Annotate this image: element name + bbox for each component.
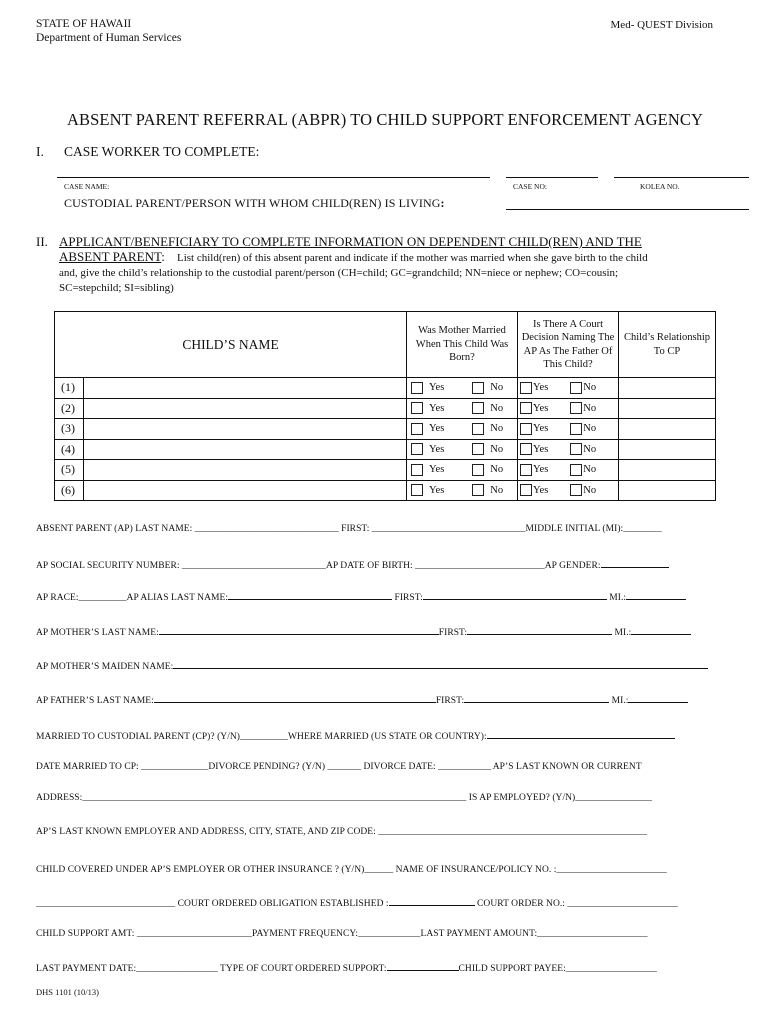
yes-label: Yes — [429, 464, 445, 476]
custodial-parent-field[interactable] — [506, 209, 749, 210]
last-payment-row[interactable]: LAST PAYMENT DATE:_________________ TYPE OF COURT ORDERED SUPPORT: CHILD SUPPORT PAYEE:___________________ — [36, 961, 657, 974]
court-decision-yes-checkbox[interactable] — [520, 464, 532, 476]
custodial-parent-label: CUSTODIAL PARENT/PERSON WITH WHOM CHILD(REN) IS LIVING: — [64, 196, 445, 210]
yes-label: Yes — [533, 423, 549, 435]
child-row — [55, 460, 716, 481]
col-court-decision: Is There A Court Decision Naming The AP As The Father Of This Child? — [518, 312, 619, 378]
yes-label: Yes — [533, 464, 549, 476]
court-decision-yes-checkbox[interactable] — [520, 423, 532, 435]
mother-married-yes-checkbox[interactable] — [411, 382, 423, 394]
child-row-number: (5) — [55, 460, 84, 481]
no-label: No — [490, 443, 504, 455]
court-decision-yes-checkbox[interactable] — [520, 402, 532, 414]
court-decision-cell — [518, 460, 619, 481]
ap-father-last-row[interactable]: AP FATHER’S LAST NAME: FIRST: MI.: — [36, 693, 688, 706]
no-label: No — [490, 423, 504, 435]
mother-married-yes-checkbox[interactable] — [411, 402, 423, 414]
court-decision-no-checkbox[interactable] — [570, 423, 582, 435]
col-mother-married: Was Mother Married When This Child Was Born? — [407, 312, 518, 378]
relationship-cell[interactable] — [619, 419, 716, 440]
court-decision-no-checkbox[interactable] — [570, 464, 582, 476]
mother-married-yes-checkbox[interactable] — [411, 464, 423, 476]
relationship-cell[interactable] — [619, 480, 716, 501]
child-row-number: (4) — [55, 439, 84, 460]
employer-row[interactable]: AP’S LAST KNOWN EMPLOYER AND ADDRESS, CITY, STATE, AND ZIP CODE: ________________________________________________________ — [36, 827, 648, 837]
court-decision-yes-checkbox[interactable] — [520, 382, 532, 394]
date-married-row[interactable]: DATE MARRIED TO CP: ______________DIVORCE PENDING? (Y/N) _______ DIVORCE DATE: ___________ AP’S LAST KNOWN OR CURRENT — [36, 762, 642, 772]
court-decision-yes-checkbox[interactable] — [520, 484, 532, 496]
mother-married-cell — [407, 439, 518, 460]
mother-married-no-checkbox[interactable] — [472, 423, 484, 435]
insurance-row[interactable]: CHILD COVERED UNDER AP’S EMPLOYER OR OTHER INSURANCE ? (Y/N)______ NAME OF INSURANCE/POLICY NO. :_______________________ — [36, 865, 667, 875]
section2-instructions: List child(ren) of this absent parent and indicate if the mother was married when she gave birth to the child and, give the child’s relationship to the custodial parent/person (CH=child; GC=grandchild; NN=niece or nephew; CO=cousin; SC=stepchild; SI=sibling) — [59, 252, 648, 294]
mother-married-cell — [407, 378, 518, 399]
ap-ssn-row[interactable]: AP SOCIAL SECURITY NUMBER: ______________________________AP DATE OF BIRTH: ___________________________AP GENDER: — [36, 558, 669, 571]
child-name-cell[interactable] — [84, 460, 407, 481]
court-decision-no-checkbox[interactable] — [570, 443, 582, 455]
form-number: DHS 1101 (10/13) — [36, 987, 99, 997]
no-label: No — [583, 443, 597, 455]
child-name-cell[interactable] — [84, 378, 407, 399]
mother-married-no-checkbox[interactable] — [472, 484, 484, 496]
col-relationship: Child’s Relationship To CP — [619, 312, 716, 378]
case-name-label: CASE NAME: — [64, 182, 110, 191]
mother-married-no-checkbox[interactable] — [472, 443, 484, 455]
child-row-number: (2) — [55, 398, 84, 419]
court-decision-cell — [518, 480, 619, 501]
mother-married-cell — [407, 419, 518, 440]
married-cp-row[interactable]: MARRIED TO CUSTODIAL PARENT (CP)? (Y/N)__________WHERE MARRIED (US STATE OR COUNTRY): — [36, 729, 675, 742]
child-row — [55, 480, 716, 501]
no-label: No — [490, 382, 504, 394]
court-decision-cell — [518, 439, 619, 460]
court-decision-no-checkbox[interactable] — [570, 402, 582, 414]
yes-label: Yes — [533, 382, 549, 394]
mother-married-yes-checkbox[interactable] — [411, 423, 423, 435]
mother-married-no-checkbox[interactable] — [472, 382, 484, 394]
court-decision-no-checkbox[interactable] — [570, 382, 582, 394]
yes-label: Yes — [429, 382, 445, 394]
mother-married-yes-checkbox[interactable] — [411, 484, 423, 496]
yes-label: Yes — [533, 443, 549, 455]
mother-married-no-checkbox[interactable] — [472, 402, 484, 414]
child-row-number: (6) — [55, 480, 84, 501]
yes-label: Yes — [533, 484, 549, 496]
relationship-cell[interactable] — [619, 439, 716, 460]
child-name-cell[interactable] — [84, 439, 407, 460]
ap-mother-maiden-row[interactable]: AP MOTHER’S MAIDEN NAME: — [36, 659, 708, 672]
child-row — [55, 419, 716, 440]
court-decision-yes-checkbox[interactable] — [520, 443, 532, 455]
yes-label: Yes — [429, 402, 445, 414]
ap-race-row[interactable]: AP RACE:__________AP ALIAS LAST NAME: FIRST: MI.: — [36, 590, 686, 603]
col-child-name: CHILD’S NAME — [55, 312, 407, 378]
ap-last-name-row[interactable]: ABSENT PARENT (AP) LAST NAME: ______________________________ FIRST: ________________________________MIDDLE INITIAL (MI):________ — [36, 524, 662, 534]
address-row[interactable]: ADDRESS:________________________________________________________________________________ IS AP EMPLOYED? (Y/N)________________ — [36, 793, 653, 803]
court-decision-no-checkbox[interactable] — [570, 484, 582, 496]
no-label: No — [490, 402, 504, 414]
case-name-field[interactable] — [57, 177, 490, 178]
kolea-no-field[interactable] — [614, 177, 749, 178]
yes-label: Yes — [429, 484, 445, 496]
section1-heading: I. CASE WORKER TO COMPLETE: — [36, 144, 260, 159]
no-label: No — [583, 423, 597, 435]
department-name: Department of Human Services — [36, 32, 182, 44]
case-no-label: CASE NO: — [513, 182, 547, 191]
mother-married-no-checkbox[interactable] — [472, 464, 484, 476]
section2-heading: II. APPLICANT/BENEFICIARY TO COMPLETE INFORMATION ON DEPENDENT CHILD(REN) AND THE ABSENT PARENT: — [36, 234, 642, 264]
child-row — [55, 439, 716, 460]
child-row-number: (1) — [55, 378, 84, 399]
child-row-number: (3) — [55, 419, 84, 440]
child-row — [55, 378, 716, 399]
court-decision-cell — [518, 398, 619, 419]
no-label: No — [583, 382, 597, 394]
ap-mother-last-row[interactable]: AP MOTHER’S LAST NAME: FIRST: MI.: — [36, 625, 691, 638]
no-label: No — [583, 402, 597, 414]
child-row — [55, 398, 716, 419]
mother-married-yes-checkbox[interactable] — [411, 443, 423, 455]
no-label: No — [583, 484, 597, 496]
no-label: No — [583, 464, 597, 476]
court-decision-cell — [518, 419, 619, 440]
relationship-cell[interactable] — [619, 460, 716, 481]
children-table — [54, 311, 716, 501]
child-name-cell[interactable] — [84, 419, 407, 440]
relationship-cell[interactable] — [619, 398, 716, 419]
yes-label: Yes — [429, 423, 445, 435]
court-ordered-row[interactable]: _____________________________ COURT ORDERED OBLIGATION ESTABLISHED : COURT ORDER NO.: _______________________ — [36, 896, 678, 909]
case-no-field[interactable] — [506, 177, 598, 178]
yes-label: Yes — [533, 402, 549, 414]
relationship-cell[interactable] — [619, 378, 716, 399]
header-agency — [36, 17, 181, 45]
no-label: No — [490, 464, 504, 476]
state-name: STATE OF HAWAII — [36, 18, 132, 30]
form-title: ABSENT PARENT REFERRAL (ABPR) TO CHILD SUPPORT ENFORCEMENT AGENCY — [67, 110, 703, 129]
yes-label: Yes — [429, 443, 445, 455]
kolea-no-label: KOLEA NO. — [640, 182, 680, 191]
no-label: No — [490, 484, 504, 496]
child-name-cell[interactable] — [84, 480, 407, 501]
mother-married-cell — [407, 480, 518, 501]
division-name: Med- QUEST Division — [610, 19, 713, 31]
mother-married-cell — [407, 398, 518, 419]
child-name-cell[interactable] — [84, 398, 407, 419]
child-support-amt-row[interactable]: CHILD SUPPORT AMT: ________________________PAYMENT FREQUENCY:_____________LAST PAYMENT AMOUNT:_______________________ — [36, 929, 648, 939]
mother-married-cell — [407, 460, 518, 481]
court-decision-cell — [518, 378, 619, 399]
